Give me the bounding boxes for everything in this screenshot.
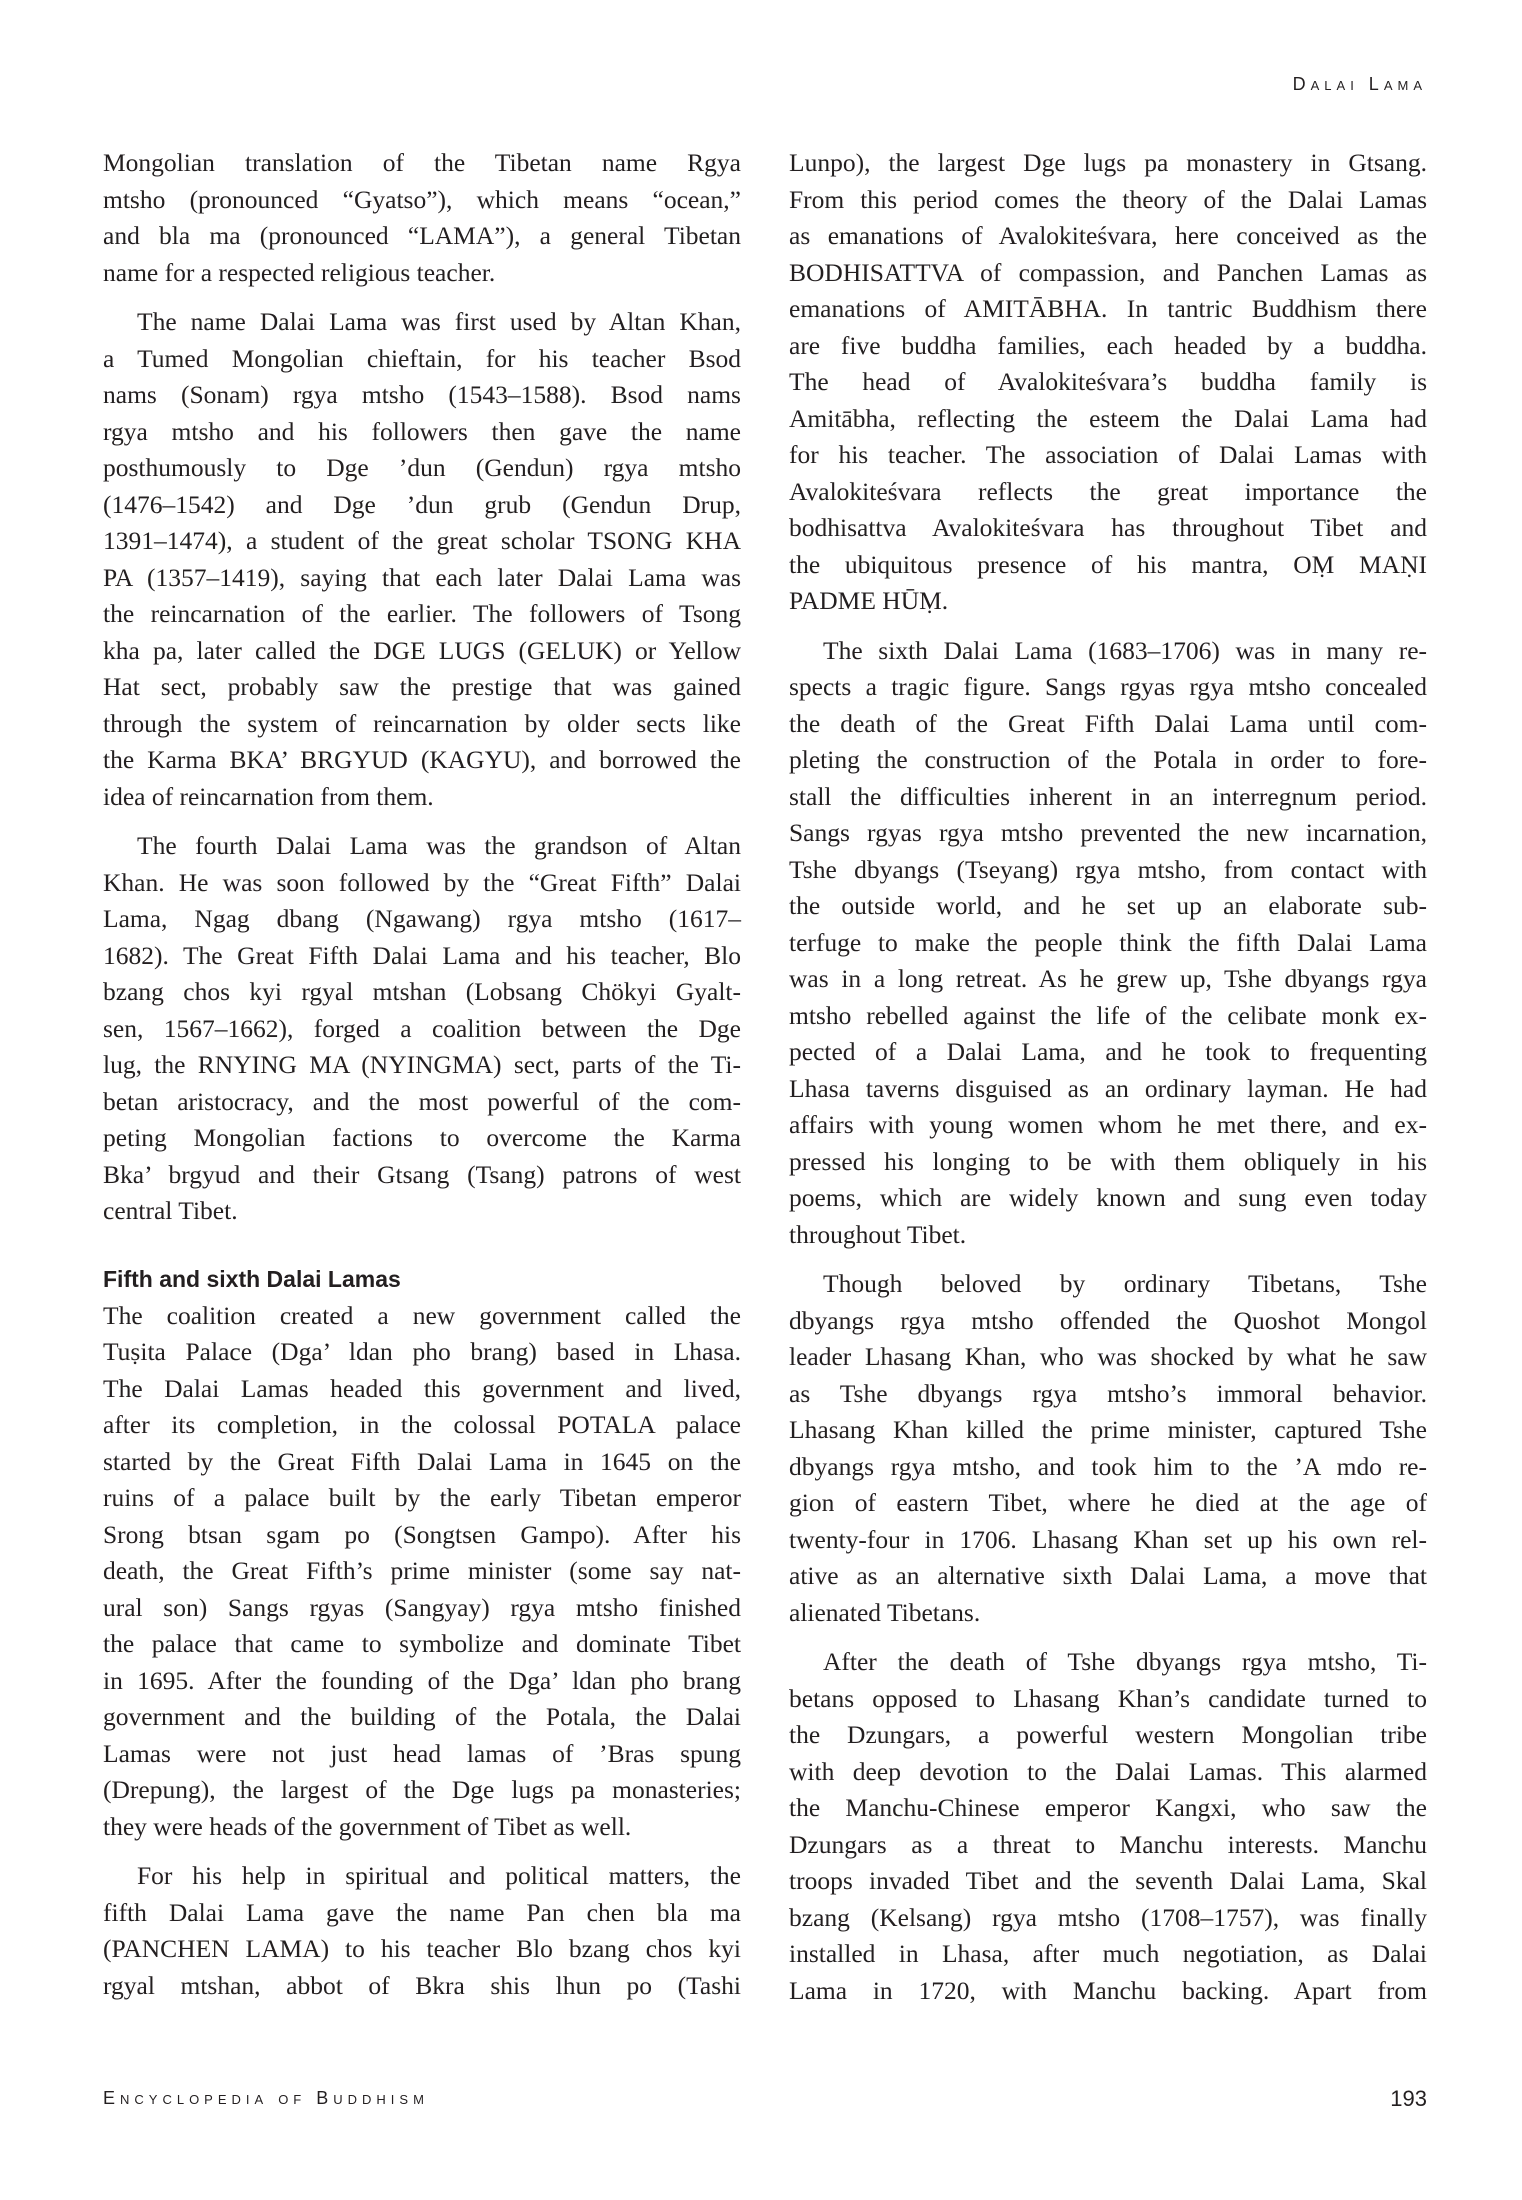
text-line: [103, 1931, 741, 1968]
text-line: [103, 865, 741, 902]
text-line: [103, 560, 741, 597]
text-line-content: fifth Dalai Lama gave the name Pan chen bla ma: [103, 1897, 741, 1927]
text-line-content: Though beloved by ordinary Tibetans, Tshe: [823, 1269, 1427, 1298]
text-line-content: pleting the construction of the Potala in order to fore-: [789, 745, 1427, 774]
text-line-content: peting Mongolian factions to overcome the Karma: [103, 1123, 741, 1152]
text-line-content: kha pa, later called the DGE LUGS (GELUK) or Yellow: [103, 635, 741, 665]
text-line: [103, 450, 741, 487]
text-line-content: troops invaded Tibet and the seventh Dalai Lama, Skal: [789, 1866, 1427, 1895]
footer-book-title: Encyclopedia of Buddhism: [103, 2088, 429, 2108]
text-line-content: name for a respected religious teacher.: [103, 257, 496, 287]
text-line: [789, 925, 1427, 962]
text-line-content: government and the building of the Potala, the Dalai: [103, 1702, 741, 1731]
text-line: [789, 1973, 1427, 2010]
text-line-content: as Tshe dbyangs rgya mtsho’s immoral behavior.: [789, 1378, 1427, 1408]
text-line: [789, 1900, 1427, 1937]
text-line-content: rgya mtsho and his followers then gave the name: [103, 416, 741, 446]
text-line-content: stall the difficulties inherent in an interregnum period.: [789, 781, 1427, 811]
text-line-content: The head of Avalokiteśvara’s buddha family is: [789, 367, 1427, 396]
paragraph: [789, 145, 1427, 620]
text-line-content: BODHISATTVA of compassion, and Panchen Lamas as: [789, 257, 1427, 287]
text-line-content: The name Dalai Lama was first used by Altan Khan,: [137, 307, 741, 336]
text-line-content: are five buddha families, each headed by a buddha.: [789, 330, 1427, 360]
paragraph: [789, 1644, 1427, 2009]
text-line: [789, 1376, 1427, 1413]
text-line-content: 1391–1474), a student of the great scholar TSONG KHA: [103, 526, 741, 555]
text-line: [789, 1107, 1427, 1144]
text-line-content: The coalition created a new government called the: [103, 1300, 741, 1330]
text-line-content: PADME HŪṂ.: [789, 586, 949, 615]
text-line: [789, 633, 1427, 670]
text-line-content: betans opposed to Lhasang Khan’s candidate turned to: [789, 1683, 1427, 1713]
text-line: [103, 633, 741, 670]
text-line: [103, 341, 741, 378]
text-line-content: through the system of reincarnation by older sects like: [103, 708, 741, 738]
text-line: [103, 1626, 741, 1663]
text-line: [789, 998, 1427, 1035]
text-line-content: mtsho rebelled against the life of the celibate monk ex-: [789, 1000, 1427, 1030]
text-line-content: gion of eastern Tibet, where he died at the age of: [789, 1488, 1427, 1517]
paragraph: [789, 633, 1427, 1254]
text-line-content: The Dalai Lamas headed this government and lived,: [103, 1373, 741, 1403]
text-line: [103, 1590, 741, 1627]
text-line: [789, 1522, 1427, 1559]
text-line-content: affairs with young women whom he met there, and ex-: [789, 1110, 1427, 1139]
text-line: [789, 1034, 1427, 1071]
text-line-content: terfuge to make the people think the fifth Dalai Lama: [789, 927, 1427, 957]
text-line-content: Lamas were not just head lamas of ’Bras spung: [103, 1738, 741, 1768]
text-line: [103, 1011, 741, 1048]
text-line: [103, 1809, 741, 1846]
text-line: [103, 255, 741, 292]
text-line-content: sen, 1567–1662), forged a coalition between the Dge: [103, 1013, 741, 1043]
text-line: [789, 742, 1427, 779]
text-line-content: for his teacher. The association of Dalai Lamas with: [789, 440, 1427, 469]
text-line-content: The fourth Dalai Lama was the grandson of Altan: [137, 831, 741, 860]
text-line-content: started by the Great Fifth Dalai Lama in 1645 on the: [103, 1446, 741, 1476]
text-line: [789, 1180, 1427, 1217]
text-line-content: poems, which are widely known and sung even today: [789, 1183, 1427, 1212]
paragraph: [103, 1858, 741, 2004]
text-line: [789, 583, 1427, 620]
text-line-content: Avalokiteśvara reflects the great importance the: [789, 476, 1427, 506]
text-line: [103, 1407, 741, 1444]
text-line: [103, 1444, 741, 1481]
text-line-content: ative as an alternative sixth Dalai Lama, a move that: [789, 1561, 1427, 1590]
text-line-content: pressed his longing to be with them obliquely in his: [789, 1146, 1427, 1176]
text-line-content: Amitābha, reflecting the esteem the Dalai Lama had: [789, 403, 1427, 433]
page-number: 193: [1390, 2086, 1427, 2111]
text-line: [789, 510, 1427, 547]
text-line-content: posthumously to Dge ’dun (Gendun) rgya mtsho: [103, 453, 741, 482]
text-line: [103, 1371, 741, 1408]
text-line-content: rgyal mtshan, abbot of Bkra shis lhun po (Tashi: [103, 1970, 741, 2000]
text-line-content: After the death of Tshe dbyangs rgya mtsho, Ti-: [823, 1647, 1427, 1676]
text-line-content: (1476–1542) and Dge ’dun grub (Gendun Drup,: [103, 489, 741, 519]
text-line-content: Lama in 1720, with Manchu backing. Apart from: [789, 1975, 1427, 2005]
text-line-content: Tuṣita Palace (Dga’ ldan pho brang) based in Lhasa.: [103, 1337, 741, 1366]
text-line: [789, 547, 1427, 584]
text-line-content: Lunpo), the largest Dge lugs pa monastery in Gtsang.: [789, 148, 1427, 177]
text-line-content: in 1695. After the founding of the Dga’ ldan pho brang: [103, 1665, 741, 1695]
text-line: [103, 414, 741, 451]
text-line: [103, 779, 741, 816]
text-line: [789, 961, 1427, 998]
text-line-content: (PANCHEN LAMA) to his teacher Blo bzang chos kyi: [103, 1934, 741, 1963]
text-line-content: the death of the Great Fifth Dalai Lama until com-: [789, 708, 1427, 738]
text-line: [789, 1558, 1427, 1595]
text-line-content: Khan. He was soon followed by the “Great Fifth” Dalai: [103, 867, 741, 897]
text-line-content: From this period comes the theory of the Dalai Lamas: [789, 184, 1427, 214]
text-line: [789, 1217, 1427, 1254]
paragraph: [103, 304, 741, 815]
text-line-content: The sixth Dalai Lama (1683–1706) was in many re-: [823, 635, 1427, 665]
text-line: [789, 1303, 1427, 1340]
text-line-content: death, the Great Fifth’s prime minister (some say nat-: [103, 1556, 741, 1585]
text-line: [789, 1790, 1427, 1827]
paragraph: [103, 828, 741, 1230]
text-line: [103, 974, 741, 1011]
text-line: [789, 1485, 1427, 1522]
text-line: [103, 938, 741, 975]
text-line: [103, 1553, 741, 1590]
text-line: [789, 1717, 1427, 1754]
text-line: [103, 218, 741, 255]
text-line-content: PA (1357–1419), saying that each later Dalai Lama was: [103, 562, 741, 592]
section-heading: Fifth and sixth Dalai Lamas: [103, 1265, 401, 1292]
text-line-content: and bla ma (pronounced “LAMA”), a general Tibetan: [103, 221, 741, 250]
left-column: [103, 145, 741, 2017]
text-line-content: Sangs rgyas rgya mtsho prevented the new incarnation,: [789, 818, 1427, 847]
text-line-content: spects a tragic figure. Sangs rgyas rgya mtsho concealed: [789, 672, 1427, 701]
paragraph: [103, 145, 741, 291]
text-line: [103, 1298, 741, 1335]
paragraph: [103, 1298, 741, 1846]
text-line: [789, 437, 1427, 474]
text-line: [789, 888, 1427, 925]
text-line-content: Lhasa taverns disguised as an ordinary layman. He had: [789, 1073, 1427, 1103]
text-line: [103, 669, 741, 706]
text-line-content: Lhasang Khan killed the prime minister, captured Tshe: [789, 1415, 1427, 1444]
text-line: [103, 742, 741, 779]
text-line-content: For his help in spiritual and political matters, the: [137, 1861, 741, 1890]
text-line-content: installed in Lhasa, after much negotiation, as Dalai: [789, 1939, 1427, 1968]
text-line: [103, 377, 741, 414]
text-line: [789, 779, 1427, 816]
text-line: [789, 1863, 1427, 1900]
text-line-content: Lama, Ngag dbang (Ngawang) rgya mtsho (1617–: [103, 904, 741, 933]
text-line: [103, 1772, 741, 1809]
text-line-content: Bka’ brgyud and their Gtsang (Tsang) patrons of west: [103, 1159, 741, 1189]
text-line-content: a Tumed Mongolian chieftain, for his teacher Bsod: [103, 343, 741, 373]
running-head: Dalai Lama: [1292, 74, 1427, 94]
text-line: [789, 218, 1427, 255]
text-line: [789, 1071, 1427, 1108]
text-line-content: the palace that came to symbolize and dominate Tibet: [103, 1629, 741, 1658]
text-line: [789, 706, 1427, 743]
text-line-content: ruins of a palace built by the early Tibetan emperor: [103, 1483, 741, 1512]
text-line: [103, 1120, 741, 1157]
text-line-content: Tshe dbyangs (Tseyang) rgya mtsho, from contact with: [789, 854, 1427, 884]
text-line-content: leader Lhasang Khan, who was shocked by what he saw: [789, 1342, 1427, 1371]
text-line: [789, 255, 1427, 292]
text-line-content: dbyangs rgya mtsho offended the Quoshot Mongol: [789, 1305, 1427, 1335]
text-line-content: throughout Tibet.: [789, 1219, 967, 1249]
text-line-content: bzang chos kyi rgyal mtshan (Lobsang Chökyi Gyalt-: [103, 977, 741, 1006]
text-line: [789, 1266, 1427, 1303]
text-line: [103, 1858, 741, 1895]
text-line-content: 1682). The Great Fifth Dalai Lama and his teacher, Blo: [103, 940, 741, 970]
text-line-content: the Dzungars, a powerful western Mongolian tribe: [789, 1720, 1427, 1749]
paragraph: [789, 1266, 1427, 1631]
text-line: [789, 1449, 1427, 1486]
text-line-content: dbyangs rgya mtsho, and took him to the ’A mdo re-: [789, 1451, 1427, 1481]
text-line: [789, 364, 1427, 401]
text-line: [103, 901, 741, 938]
text-line-content: ural son) Sangs rgyas (Sangyay) rgya mtsho finished: [103, 1592, 741, 1622]
text-line-content: the outside world, and he set up an elaborate sub-: [789, 891, 1427, 920]
text-line-content: the Karma BKA’ BRGYUD (KAGYU), and borrowed the: [103, 745, 741, 774]
text-line: [103, 706, 741, 743]
text-line-content: Hat sect, probably saw the prestige that was gained: [103, 672, 741, 701]
text-line: [103, 596, 741, 633]
text-line-content: emanations of AMITĀBHA. In tantric Buddhism there: [789, 294, 1427, 323]
text-line: [103, 1047, 741, 1084]
text-line-content: alienated Tibetans.: [789, 1597, 981, 1627]
text-line: [103, 1968, 741, 2005]
text-line: [789, 401, 1427, 438]
text-line-content: (Drepung), the largest of the Dge lugs pa monasteries;: [103, 1775, 741, 1804]
text-line: [103, 1699, 741, 1736]
text-line: [103, 182, 741, 219]
text-line: [103, 1663, 741, 1700]
text-line-content: Dzungars as a threat to Manchu interests. Manchu: [789, 1829, 1427, 1859]
text-line-content: twenty-four in 1706. Lhasang Khan set up his own rel-: [789, 1524, 1427, 1554]
text-line-content: mtsho (pronounced “Gyatso”), which means “ocean,”: [103, 184, 741, 214]
text-line-content: betan aristocracy, and the most powerful of the com-: [103, 1086, 741, 1116]
text-line-content: bodhisattva Avalokiteśvara has throughout Tibet and: [789, 513, 1427, 542]
text-line: [103, 523, 741, 560]
text-line-content: after its completion, in the colossal POTALA palace: [103, 1410, 741, 1439]
text-line-content: the ubiquitous presence of his mantra, OṂ MAṆI: [789, 549, 1427, 579]
text-line: [789, 1412, 1427, 1449]
text-line: [103, 1480, 741, 1517]
text-line: [103, 1334, 741, 1371]
text-line: [103, 828, 741, 865]
text-line: [789, 474, 1427, 511]
text-line: [103, 1193, 741, 1230]
text-line-content: the Manchu-Chinese emperor Kangxi, who saw the: [789, 1793, 1427, 1822]
text-line: [103, 487, 741, 524]
text-line: [789, 291, 1427, 328]
text-line-content: lug, the RNYING MA (NYINGMA) sect, parts of the Ti-: [103, 1050, 741, 1079]
text-line: [789, 1339, 1427, 1376]
text-line-content: the reincarnation of the earlier. The followers of Tsong: [103, 599, 741, 628]
text-line: [103, 304, 741, 341]
right-column: [789, 145, 1427, 2022]
text-line: [789, 1644, 1427, 1681]
text-line-content: idea of reincarnation from them.: [103, 781, 434, 811]
text-line: [789, 1595, 1427, 1632]
text-line: [103, 1084, 741, 1121]
text-line-content: Srong btsan sgam po (Songtsen Gampo). After his: [103, 1519, 741, 1549]
text-line-content: with deep devotion to the Dalai Lamas. This alarmed: [789, 1756, 1427, 1786]
text-line-content: they were heads of the government of Tibet as well.: [103, 1811, 632, 1841]
text-line: [789, 852, 1427, 889]
text-line: [789, 815, 1427, 852]
text-line: [789, 1936, 1427, 1973]
text-line: [789, 669, 1427, 706]
text-line-content: bzang (Kelsang) rgya mtsho (1708–1757), was finally: [789, 1902, 1427, 1932]
text-line-content: central Tibet.: [103, 1196, 238, 1225]
text-line: [789, 1144, 1427, 1181]
text-line: [103, 1157, 741, 1194]
text-line-content: was in a long retreat. As he grew up, Tshe dbyangs rgya: [789, 964, 1427, 993]
text-line: [103, 1736, 741, 1773]
text-line-content: pected of a Dalai Lama, and he took to frequenting: [789, 1037, 1427, 1066]
text-line: [789, 328, 1427, 365]
text-line-content: nams (Sonam) rgya mtsho (1543–1588). Bsod nams: [103, 380, 741, 409]
text-line-content: Mongolian translation of the Tibetan name Rgya: [103, 148, 741, 177]
text-line: [789, 145, 1427, 182]
text-line-content: as emanations of Avalokiteśvara, here conceived as the: [789, 221, 1427, 250]
text-line: [789, 182, 1427, 219]
text-line: [103, 1517, 741, 1554]
text-line: [103, 145, 741, 182]
text-line: [789, 1754, 1427, 1791]
text-line: [789, 1827, 1427, 1864]
text-line: [103, 1895, 741, 1932]
text-line: [789, 1681, 1427, 1718]
